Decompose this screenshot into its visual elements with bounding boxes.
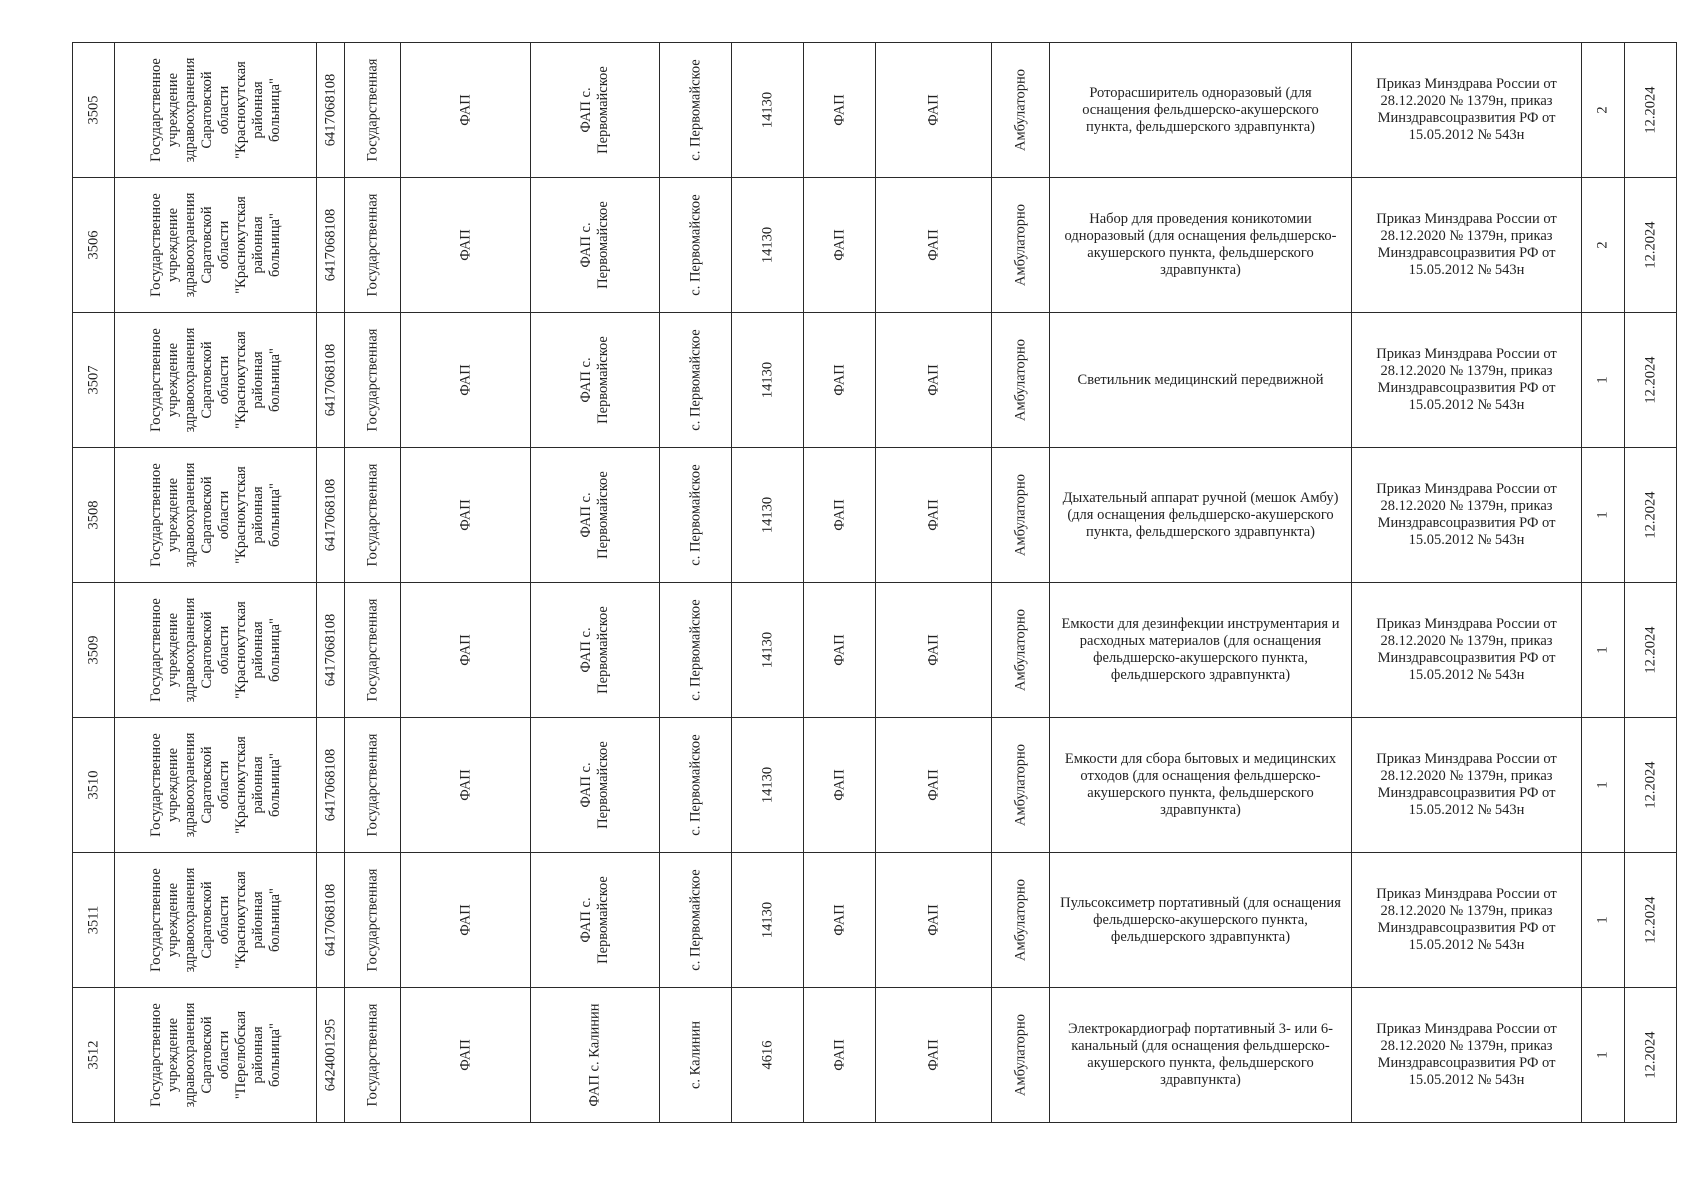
cell-population: 14130 <box>732 313 804 448</box>
cell-quantity: 2 <box>1582 43 1625 178</box>
cell-quantity: 1 <box>1582 448 1625 583</box>
cell-organization: Государственное учреждение здравоохранения Саратовской области "Краснокутская районная больница" <box>115 718 317 853</box>
cell-population: 14130 <box>732 178 804 313</box>
table-row <box>73 178 1677 313</box>
cell-ownership-form: Государственная <box>345 853 401 988</box>
cell-legal-basis: Приказ Минздрава России от 28.12.2020 № 1379н, приказ Минздравсоцразвития РФ от 15.05.2012 № 543н <box>1352 988 1582 1123</box>
cell-inn: 6417068108 <box>317 583 345 718</box>
cell-ownership-form: Государственная <box>345 448 401 583</box>
cell-population: 14130 <box>732 583 804 718</box>
cell-kind-1: ФАП <box>804 853 876 988</box>
cell-inn: 6417068108 <box>317 853 345 988</box>
cell-equipment: Пульсоксиметр портативный (для оснащения фельдшерско-акушерского пункта, фельдшерского здравпункта) <box>1050 853 1352 988</box>
cell-organization: Государственное учреждение здравоохранения Саратовской области "Краснокутская районная больница" <box>115 853 317 988</box>
cell-population: 14130 <box>732 718 804 853</box>
cell-number: 3507 <box>73 313 115 448</box>
cell-locality: с. Первомайское <box>660 583 732 718</box>
cell-date: 12.2024 <box>1625 313 1677 448</box>
cell-date: 12.2024 <box>1625 43 1677 178</box>
cell-date: 12.2024 <box>1625 853 1677 988</box>
cell-organization: Государственное учреждение здравоохранения Саратовской области "Краснокутская районная больница" <box>115 178 317 313</box>
cell-number: 3505 <box>73 43 115 178</box>
cell-organization: Государственное учреждение здравоохранения Саратовской области "Краснокутская районная больница" <box>115 583 317 718</box>
cell-ownership-form: Государственная <box>345 313 401 448</box>
cell-legal-basis: Приказ Минздрава России от 28.12.2020 № 1379н, приказ Минздравсоцразвития РФ от 15.05.2012 № 543н <box>1352 718 1582 853</box>
cell-locality: с. Первомайское <box>660 448 732 583</box>
cell-equipment: Емкости для дезинфекции инструментария и расходных материалов (для оснащения фельдшерско-акушерского пункта, фельдшерского здравпункта) <box>1050 583 1352 718</box>
cell-facility-type: ФАП <box>401 448 531 583</box>
cell-locality: с. Первомайское <box>660 718 732 853</box>
cell-population: 14130 <box>732 448 804 583</box>
cell-inn: 6417068108 <box>317 178 345 313</box>
table-row <box>73 853 1677 988</box>
cell-care-condition: Амбулаторно <box>992 448 1050 583</box>
table-row <box>73 448 1677 583</box>
cell-quantity: 1 <box>1582 718 1625 853</box>
cell-care-condition: Амбулаторно <box>992 583 1050 718</box>
cell-facility-type: ФАП <box>401 853 531 988</box>
cell-legal-basis: Приказ Минздрава России от 28.12.2020 № 1379н, приказ Минздравсоцразвития РФ от 15.05.2012 № 543н <box>1352 448 1582 583</box>
cell-kind-1: ФАП <box>804 313 876 448</box>
cell-inn: 6417068108 <box>317 718 345 853</box>
cell-population: 14130 <box>732 43 804 178</box>
cell-kind-2: ФАП <box>876 448 992 583</box>
cell-facility-type: ФАП <box>401 43 531 178</box>
cell-equipment: Набор для проведения коникотомии одноразовый (для оснащения фельдшерско-акушерского пункта, фельдшерского здравпункта) <box>1050 178 1352 313</box>
cell-kind-2: ФАП <box>876 178 992 313</box>
cell-facility-type: ФАП <box>401 583 531 718</box>
table-row <box>73 583 1677 718</box>
cell-equipment: Роторасширитель одноразовый (для оснащения фельдшерско-акушерского пункта, фельдшерского здравпункта) <box>1050 43 1352 178</box>
cell-locality: с. Первомайское <box>660 313 732 448</box>
cell-quantity: 1 <box>1582 583 1625 718</box>
cell-equipment: Светильник медицинский передвижной <box>1050 313 1352 448</box>
cell-kind-1: ФАП <box>804 583 876 718</box>
cell-care-condition: Амбулаторно <box>992 43 1050 178</box>
equipment-table <box>72 42 1677 1123</box>
cell-inn: 6424001295 <box>317 988 345 1123</box>
table-row <box>73 718 1677 853</box>
cell-kind-2: ФАП <box>876 583 992 718</box>
cell-equipment: Дыхательный аппарат ручной (мешок Амбу) (для оснащения фельдшерско-акушерского пункта, фельдшерского здравпункта) <box>1050 448 1352 583</box>
cell-population: 4616 <box>732 988 804 1123</box>
cell-kind-1: ФАП <box>804 448 876 583</box>
cell-care-condition: Амбулаторно <box>992 178 1050 313</box>
cell-inn: 6417068108 <box>317 313 345 448</box>
cell-kind-1: ФАП <box>804 988 876 1123</box>
cell-kind-2: ФАП <box>876 43 992 178</box>
cell-locality: с. Первомайское <box>660 178 732 313</box>
cell-care-condition: Амбулаторно <box>992 853 1050 988</box>
cell-locality: с. Калинин <box>660 988 732 1123</box>
cell-number: 3511 <box>73 853 115 988</box>
cell-care-condition: Амбулаторно <box>992 988 1050 1123</box>
cell-ownership-form: Государственная <box>345 178 401 313</box>
cell-facility-name: ФАП с. Первомайское <box>531 718 660 853</box>
cell-quantity: 1 <box>1582 988 1625 1123</box>
cell-quantity: 2 <box>1582 178 1625 313</box>
cell-organization: Государственное учреждение здравоохранения Саратовской области "Краснокутская районная больница" <box>115 313 317 448</box>
cell-locality: с. Первомайское <box>660 853 732 988</box>
cell-organization: Государственное учреждение здравоохранения Саратовской области "Краснокутская районная больница" <box>115 448 317 583</box>
table-row <box>73 313 1677 448</box>
cell-equipment: Электрокардиограф портативный 3- или 6-канальный (для оснащения фельдшерско-акушерского пункта, фельдшерского здравпункта) <box>1050 988 1352 1123</box>
cell-legal-basis: Приказ Минздрава России от 28.12.2020 № 1379н, приказ Минздравсоцразвития РФ от 15.05.2012 № 543н <box>1352 313 1582 448</box>
cell-kind-1: ФАП <box>804 178 876 313</box>
cell-number: 3510 <box>73 718 115 853</box>
cell-ownership-form: Государственная <box>345 718 401 853</box>
cell-facility-name: ФАП с. Калинин <box>531 988 660 1123</box>
cell-facility-type: ФАП <box>401 313 531 448</box>
cell-equipment: Емкости для сбора бытовых и медицинских отходов (для оснащения фельдшерско-акушерского пункта, фельдшерского здравпункта) <box>1050 718 1352 853</box>
cell-number: 3508 <box>73 448 115 583</box>
cell-kind-2: ФАП <box>876 313 992 448</box>
cell-inn: 6417068108 <box>317 448 345 583</box>
cell-facility-name: ФАП с. Первомайское <box>531 178 660 313</box>
table-row <box>73 988 1677 1123</box>
cell-facility-name: ФАП с. Первомайское <box>531 313 660 448</box>
cell-population: 14130 <box>732 853 804 988</box>
cell-inn: 6417068108 <box>317 43 345 178</box>
table-body <box>73 43 1677 1123</box>
cell-legal-basis: Приказ Минздрава России от 28.12.2020 № 1379н, приказ Минздравсоцразвития РФ от 15.05.2012 № 543н <box>1352 853 1582 988</box>
cell-number: 3506 <box>73 178 115 313</box>
cell-legal-basis: Приказ Минздрава России от 28.12.2020 № 1379н, приказ Минздравсоцразвития РФ от 15.05.2012 № 543н <box>1352 43 1582 178</box>
cell-kind-1: ФАП <box>804 43 876 178</box>
cell-facility-name: ФАП с. Первомайское <box>531 583 660 718</box>
cell-care-condition: Амбулаторно <box>992 313 1050 448</box>
cell-date: 12.2024 <box>1625 448 1677 583</box>
cell-facility-name: ФАП с. Первомайское <box>531 448 660 583</box>
cell-organization: Государственное учреждение здравоохранения Саратовской области "Перелюбская районная больница" <box>115 988 317 1123</box>
cell-quantity: 1 <box>1582 313 1625 448</box>
cell-date: 12.2024 <box>1625 178 1677 313</box>
cell-number: 3512 <box>73 988 115 1123</box>
cell-kind-2: ФАП <box>876 988 992 1123</box>
cell-legal-basis: Приказ Минздрава России от 28.12.2020 № 1379н, приказ Минздравсоцразвития РФ от 15.05.2012 № 543н <box>1352 583 1582 718</box>
cell-kind-2: ФАП <box>876 718 992 853</box>
cell-ownership-form: Государственная <box>345 43 401 178</box>
cell-facility-type: ФАП <box>401 718 531 853</box>
cell-legal-basis: Приказ Минздрава России от 28.12.2020 № 1379н, приказ Минздравсоцразвития РФ от 15.05.2012 № 543н <box>1352 178 1582 313</box>
cell-date: 12.2024 <box>1625 988 1677 1123</box>
cell-ownership-form: Государственная <box>345 583 401 718</box>
cell-number: 3509 <box>73 583 115 718</box>
cell-facility-type: ФАП <box>401 988 531 1123</box>
cell-kind-1: ФАП <box>804 718 876 853</box>
cell-care-condition: Амбулаторно <box>992 718 1050 853</box>
cell-quantity: 1 <box>1582 853 1625 988</box>
cell-organization: Государственное учреждение здравоохранения Саратовской области "Краснокутская районная больница" <box>115 43 317 178</box>
cell-locality: с. Первомайское <box>660 43 732 178</box>
cell-facility-type: ФАП <box>401 178 531 313</box>
cell-kind-2: ФАП <box>876 853 992 988</box>
cell-facility-name: ФАП с. Первомайское <box>531 43 660 178</box>
cell-date: 12.2024 <box>1625 583 1677 718</box>
cell-ownership-form: Государственная <box>345 988 401 1123</box>
cell-date: 12.2024 <box>1625 718 1677 853</box>
table-row <box>73 43 1677 178</box>
cell-facility-name: ФАП с. Первомайское <box>531 853 660 988</box>
